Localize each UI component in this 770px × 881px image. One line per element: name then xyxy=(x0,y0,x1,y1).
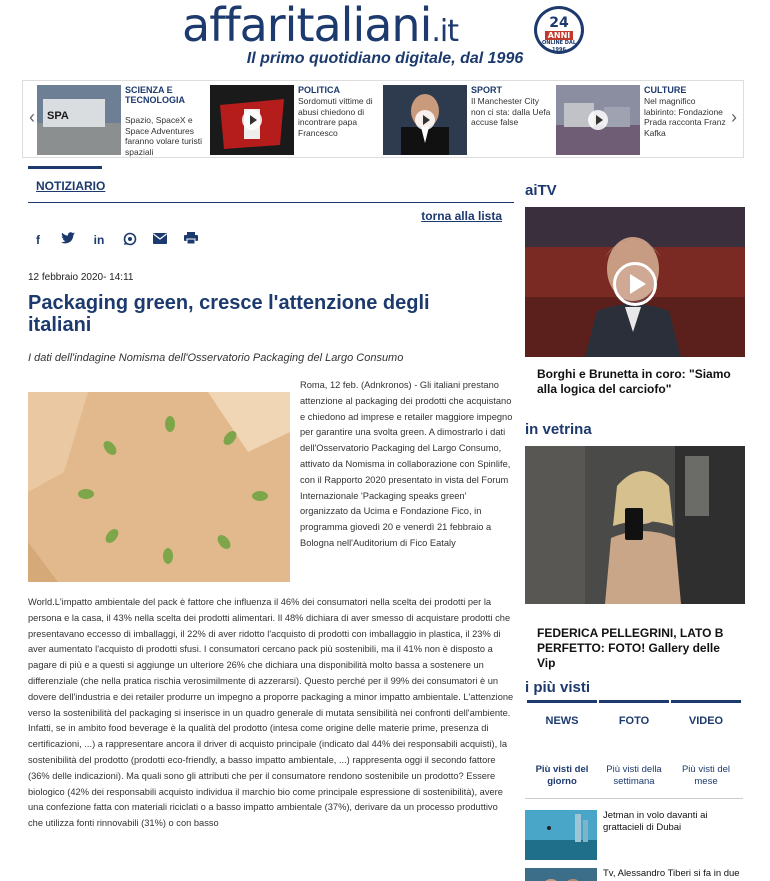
email-icon[interactable] xyxy=(152,232,168,248)
article-title: Packaging green, cresce l'attenzione degli italiani xyxy=(28,292,430,336)
facebook-icon[interactable]: f xyxy=(36,233,40,247)
section-link[interactable]: NOTIZIARIO xyxy=(36,179,106,193)
site-logo[interactable] xyxy=(182,0,582,54)
carousel-title[interactable]: Nel magnifico labirinto: Fondazione Prada racconta Franz Kafka xyxy=(644,96,726,138)
aitv-heading[interactable]: aiTV xyxy=(525,182,557,199)
carousel-category: SCIENZA E TECNOLOGIA xyxy=(125,85,185,105)
masthead xyxy=(0,0,770,78)
vetrina-heading[interactable]: in vetrina xyxy=(525,421,592,438)
list-item[interactable] xyxy=(525,868,745,881)
tab-indicator xyxy=(527,700,597,703)
anniversary-badge: 24 ANNI ONLINE DAL 1996 xyxy=(534,6,584,54)
play-icon[interactable] xyxy=(613,262,657,306)
carousel-title[interactable]: Il Manchester City non ci sta: dalla Uefa accuse false xyxy=(471,96,551,127)
carousel-category: CULTURE xyxy=(644,85,687,95)
vetrina-caption[interactable]: FEDERICA PELLEGRINI, LATO B PERFETTO: FOTO! Gallery delle Vip xyxy=(537,626,724,670)
vetrina-image[interactable] xyxy=(525,446,745,604)
article-body: World.L'impatto ambientale del pack è fattore che influenza il 46% dei consumatori nella scelta dei prodotti per la persona e la casa, il 43% nella scelta dei prodotti alimentari. Il 48% dichiara di aver smesso di acquistare prodotti che presentavano eccesso di imballaggi, il 22% di aver ridotto l'acquisto di prodotti con imballaggio in plastica, il 23% di aver aumentato l'acquisto di prodotti sfusi. I consumatori cercano pack più sostenibili, ma il 41% non è disposto a pagare di più e a questi si aggiunge un ulteriore 26% che dichiara una disponibilità molto bassa a sostenere un differenziale (che nella pratica rischia verosimilmente di azzerarsi). Questo perché per il 99% dei consumatori è un dovere dell'industria e dei retailer produrre un impegno a proporre packaging a minor impatto ambientale. L'attenzione verso la sostenibilità del packaging si inserisce in un quadro generale di mutata sensibilità nei confronti dell'ambiente. Infatti, se in ambito food beverage è la qualità del prodotto (intesa come origine delle materie prime, presenza di certificazioni, ...) a rappresentare ancora il driver di acquisto principale (indicato dal 44% dei responsabili acquisti), la sostenibilità del prodotto (prodotti eco-friendly, a basso impatto ambientale, ...) rappresenta oggi il secondo fattore (36% delle indicazioni). Ma quali sono gli attributi che per il consumatore rendono sostenibile un prodotto? Essere biologico (42% dei responsabili acquisto individua il marchio bio come principale espressione di sostenibilità), avere una confezione fatta con materiali riciclati o a basso impatto ambientale (37%), derivare da un processo produttivo che utilizza fonti rinnovabili (31%) o con basso xyxy=(28,597,514,829)
article-body-intro: Roma, 12 feb. (Adnkronos) - Gli italiani prestano attenzione al packaging dei prodotti che acquistano e chiedono ad imprese e retailer maggiore impegno per garantire una svolta green. A dimostrarlo i dati dell'Osservatorio Packaging del Largo Consumo, attivato da Nomisma in collaborazione con Spinlife, con il Rapporto 2020 presentato in vista del Forum Internazionale 'Packaging speaks green' organizzato da Ucima e Fondazione Fico, in programma giovedì 20 e venerdì 21 febbraio a Bologna nell'Auditorium di Fico Eataly xyxy=(300,380,513,548)
play-icon xyxy=(588,110,608,130)
tab-indicator xyxy=(599,700,669,703)
carousel-item[interactable] xyxy=(556,85,726,155)
list-item-title[interactable]: Jetman in volo davanti ai grattacieli di Dubai xyxy=(603,810,708,833)
carousel-category: SPORT xyxy=(471,85,503,95)
carousel-title[interactable]: Spazio, SpaceX e Space Adventures faranno volare turisti spaziali xyxy=(125,115,203,157)
subtab-week[interactable]: Più visti della settimana xyxy=(606,764,662,787)
divider xyxy=(525,798,743,799)
subtab-month[interactable]: Più visti del mese xyxy=(681,764,731,787)
back-to-list-link[interactable]: torna alla lista xyxy=(421,209,502,223)
logo-text: affaritaliani.it xyxy=(182,0,459,52)
carousel-thumbnail xyxy=(556,85,640,155)
aitv-video-thumbnail[interactable] xyxy=(525,207,745,357)
whatsapp-icon[interactable] xyxy=(122,232,138,248)
print-icon[interactable] xyxy=(183,232,199,248)
section-accent xyxy=(28,166,102,169)
chevron-left-icon[interactable]: ‹ xyxy=(29,107,35,127)
carousel-thumbnail xyxy=(383,85,467,155)
carousel-item[interactable] xyxy=(383,85,553,155)
tab-foto[interactable]: FOTO xyxy=(618,715,650,727)
svg-text:SPA: SPA xyxy=(47,110,69,122)
tab-news[interactable]: NEWS xyxy=(545,715,579,727)
article-image xyxy=(28,392,290,582)
carousel-thumbnail xyxy=(37,85,121,155)
tagline: Il primo quotidiano digitale, dal 1996 xyxy=(246,50,524,67)
list-item[interactable] xyxy=(525,810,745,862)
article-date: 12 febbraio 2020- 14:11 xyxy=(28,272,134,283)
play-icon xyxy=(415,110,435,130)
linkedin-icon[interactable]: in xyxy=(93,233,105,247)
news-carousel xyxy=(22,80,744,158)
list-thumbnail xyxy=(525,810,597,860)
divider xyxy=(28,202,514,203)
twitter-icon[interactable] xyxy=(60,232,76,248)
carousel-item[interactable] xyxy=(37,85,207,155)
list-thumbnail xyxy=(525,868,597,881)
piu-visti-heading: i più visti xyxy=(525,679,591,696)
carousel-title[interactable]: Sordomuti vittime di abusi chiedono di incontrare papa Francesco xyxy=(298,96,373,138)
tab-indicator xyxy=(671,700,741,703)
aitv-caption[interactable]: Borghi e Brunetta in coro: "Siamo alla logica del carciofo" xyxy=(537,367,731,396)
carousel-thumbnail xyxy=(210,85,294,155)
chevron-right-icon[interactable]: › xyxy=(731,107,737,127)
list-item-title[interactable]: Tv, Alessandro Tiberi si fa in due xyxy=(603,868,740,879)
subtab-day[interactable]: Più visti del giorno xyxy=(535,764,589,787)
article-subtitle: I dati dell'indagine Nomisma dell'Osservatorio Packaging del Largo Consumo xyxy=(28,352,404,364)
carousel-category: POLITICA xyxy=(298,85,340,95)
carousel-item[interactable] xyxy=(210,85,380,155)
play-icon xyxy=(242,110,262,130)
tab-video[interactable]: VIDEO xyxy=(688,715,724,727)
